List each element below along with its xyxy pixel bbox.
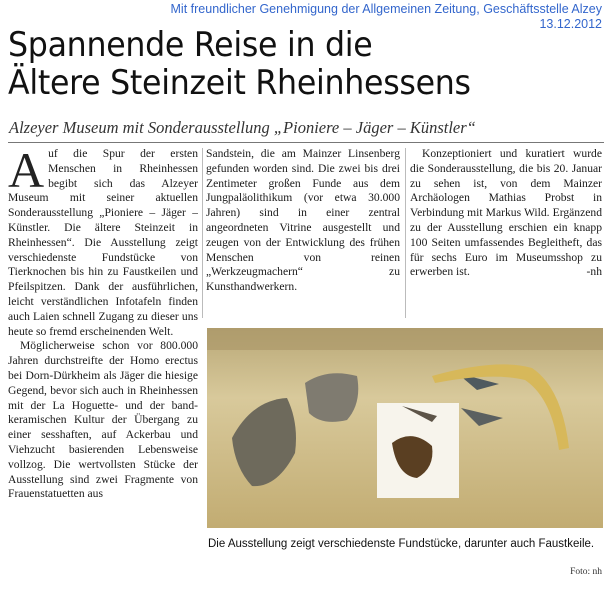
headline-line-2: Ältere Steinzeit Rheinhessens: [8, 63, 471, 103]
photo-caption: Die Ausstellung zeigt verschiedenste Fundstücke, darunter auch Faustkeile.: [208, 538, 595, 550]
paragraph-3: Sandstein, die am Mainzer Linsenberg gefunden worden sind. Die zwei bis drei Zentimeter großen Funde aus dem Jungpaläolithikum (vor etwa 30.000 Jahren) sind in einer zentral angeordneten Vitrine ausgestellt und zeugen von der Entwicklung des frühen Menschen von reinen „Werkzeugmachern“ zu Kunsthandwerkern.: [206, 147, 400, 294]
drop-cap: A: [8, 147, 45, 198]
hand-axe-medium: [305, 373, 358, 422]
exhibit-photo: [207, 328, 603, 528]
credit-line: Mit freundlicher Genehmigung der Allgemeinen Zeitung, Geschäftsstelle Alzey: [170, 2, 602, 16]
paragraph-1-text: uf die Spur der ersten Menschen in Rheinhessen begibt sich das Alzeyer Museum mit seiner aktuellen Sonderausstellung „Pioniere – Jäger – Künstler. Die ältere Steinzeit in Rheinhessen“. Die Ausstellung zeigt verschiedenste Fundstücke von Tierknochen bis hin zu Faustkeilen und Pfeilspitzen. Dank der ausführlichen, leicht verständlichen Infotafeln finden auch Laien schnell Zugang zu dieser uns heute so fremd erscheinenden Welt.: [8, 147, 198, 338]
column-1: [8, 147, 198, 567]
subheadline: Alzeyer Museum mit Sonderausstellung „Pioniere – Jäger – Künstler“: [9, 118, 476, 137]
photo-credit: Foto: nh: [570, 567, 602, 577]
credit-date: 13.12.2012: [539, 17, 602, 31]
author-signoff: -nh: [586, 265, 602, 279]
paragraph-4-text: Konzeptioniert und kuratiert wurde die Sonderausstellung, die bis 20. Januar zu sehen ist, von dem Mainzer Archäologen Mathias Probst in Verbindung mit Markus Wild. Ergänzend zu der Ausstellung erschien ein knapp 100 Seiten umfassendes Begleitheft, das für sechs Euro im Museumsshop zu erwerben ist.: [410, 147, 602, 279]
exhibit-photo-image: [207, 328, 603, 528]
headline-line-1: Spannende Reise in die: [8, 25, 373, 65]
paragraph-4: [410, 147, 602, 280]
headline: [8, 26, 562, 102]
column-divider: [405, 148, 406, 318]
column-divider: [202, 148, 203, 318]
column-3: [410, 147, 602, 307]
paragraph-1: [8, 147, 198, 339]
paragraph-2: Möglicherweise schon vor 800.000 Jahren durchstreifte der Homo erectus bei Dorn-Dürkheim als Jäger die hiesige Gegend, bevor sich auch in Rheinhessen mit der La Hoguette- und der band-keramischen Kultur der Übergang zu einer sesshaften, auf Ackerbau und Viehzucht basierenden Lebensweise vollzog. Die wertvollsten Stücke der Ausstellung sind zwei Fragmente von Frauenstatuetten aus: [8, 339, 198, 501]
divider: [8, 142, 604, 143]
column-2: [206, 147, 400, 307]
